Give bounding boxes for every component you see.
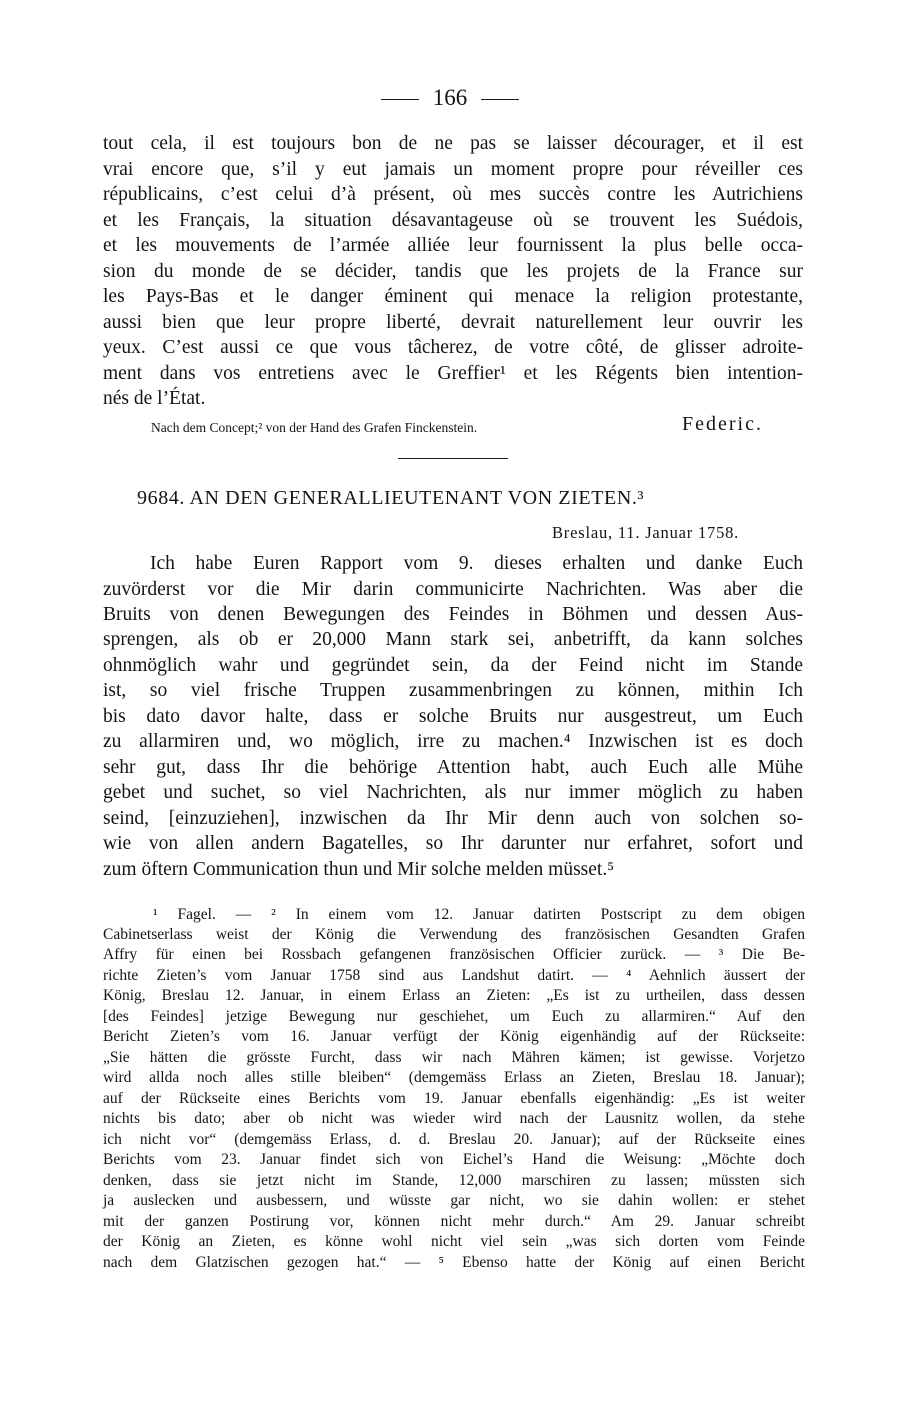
footnote-line: nach dem Glatzischen gezogen hat.“ — ⁵ Ebenso hatte der König auf einen Bericht — [103, 1254, 805, 1271]
letter-line: Ich habe Euren Rapport vom 9. dieses erhalten und danke Euch — [150, 553, 803, 574]
footnote-line: wird allda noch alles stille bleiben“ (demgemäss Erlass an Zieten, Breslau 18. Januar); — [103, 1069, 805, 1086]
body-line: les Pays-Bas et le danger éminent qui menace la religion protestante, — [103, 286, 803, 307]
body-line: nés de l’État. — [103, 388, 206, 409]
body-line: yeux. C’est aussi ce que vous tâcherez, de votre côté, de glisser adroite- — [103, 337, 803, 358]
source-note: Nach dem Concept;² von der Hand des Grafen Finckenstein. — [151, 420, 478, 435]
letter-line: Bruits von denen Bewegungen des Feindes in Böhmen und dessen Aus- — [103, 604, 803, 625]
letter-line: zum öftern Communication thun und Mir solche melden müsset.⁵ — [103, 859, 615, 880]
footnote-line: denken, dass sie jetzt nicht im Stande, 12,000 marschiren zu lassen; müssten sich — [103, 1172, 805, 1189]
dateline: Breslau, 11. Januar 1758. — [552, 523, 740, 542]
body-line: ment dans vos entretiens avec le Greffier¹ et les Régents bien intention- — [103, 363, 803, 384]
footnote-line: der König an Zieten, es könne wohl nicht viel sein „was sich dorten vom Feinde — [103, 1233, 805, 1250]
footnote-line: „Sie hätten die grösste Furcht, dass wir nach Mähren kämen; ist gewisse. Vorjetzo — [103, 1049, 805, 1066]
footnote-line: nichts bis dato; aber ob nicht was wieder wird nach der Lausnitz wollen, da stehe — [103, 1110, 805, 1127]
letter-line: zuvörderst vor die Mir darin communicirte Nachrichten. Was aber die — [103, 579, 803, 600]
footnote-line: Affry für einen bei Rossbach gefangenen französischen Officier zurück. — ³ Die Be- — [103, 946, 805, 963]
page-header — [0, 84, 900, 112]
footnote-line: Cabinetserlass weist der König die Verwendung des französischen Gesandten Grafen — [103, 926, 805, 943]
body-line: et les Français, la situation désavantageuse où se trouvent les Suédois, — [103, 210, 803, 231]
footnote-line: mit der ganzen Postirung vor, können nicht mehr durch.“ Am 29. Januar schreibt — [103, 1213, 805, 1230]
body-line: républicains, c’est celui d’à présent, où mes succès contre les Autrichiens — [103, 184, 803, 205]
footnote-line: ¹ Fagel. — ² In einem vom 12. Januar datirten Postscript zu dem obigen — [153, 906, 805, 923]
body-line: aussi bien que leur propre liberté, devrait naturellement leur ouvrir les — [103, 312, 803, 333]
footnote-line: richte Zieten’s vom Januar 1758 sind aus Landshut datirt. — ⁴ Aehnlich äussert der — [103, 967, 805, 984]
header-dash-left — [381, 99, 419, 100]
document-heading: 9684. AN DEN GENERALLIEUTENANT VON ZIETEN.³ — [137, 487, 645, 509]
body-line: sion du monde de se décider, tandis que les projets de la France sur — [103, 261, 803, 282]
letter-line: gebet und suchet, so viel Nachrichten, als nur immer möglich zu haben — [103, 782, 803, 803]
letter-line: ist, so viel frische Truppen zusammenbringen zu können, mithin Ich — [103, 680, 803, 701]
body-line: tout cela, il est toujours bon de ne pas se laisser décourager, et il est — [103, 133, 803, 154]
footnote-line: ja auslecken und ausbessern, und wüsste gar nicht, wo sie dahin wollen: er stehet — [103, 1192, 805, 1209]
body-line: vrai encore que, s’il y eut jamais un moment propre pour réveiller ces — [103, 159, 803, 180]
footnote-line: auf der Rückseite eines Berichts vom 19. Januar ebenfalls eigenhändig: „Es ist weiter — [103, 1090, 805, 1107]
footnote-line: Berichts vom 23. Januar findet sich von Eichel’s Hand die Weisung: „Möchte doch — [103, 1151, 805, 1168]
header-dash-right — [481, 99, 519, 100]
section-divider — [398, 458, 508, 459]
footnote-line: [des Feindes] jetzige Bewegung nur geschiehet, um Euch zu allarmiren.“ Auf den — [103, 1008, 805, 1025]
signature: Federic. — [682, 413, 763, 435]
letter-line: sprengen, als ob er 20,000 Mann stark sei, anbetrifft, da kann solches — [103, 629, 803, 650]
letter-line: zu allarmiren und, wo möglich, irre zu machen.⁴ Inzwischen ist es doch — [103, 731, 803, 752]
letter-line: sehr gut, dass Ihr die behörige Attention habt, auch Euch alle Mühe — [103, 757, 803, 778]
body-line: et les mouvements de l’armée alliée leur fournissent la plus belle occa- — [103, 235, 803, 256]
footnote-line: Bericht Zieten’s vom 16. Januar verfügt der König eigenhändig auf der Rückseite: — [103, 1028, 805, 1045]
footnote-line: ich nicht vor“ (demgemäss Erlass, d. d. Breslau 20. Januar); auf der Rückseite eines — [103, 1131, 805, 1148]
footnote-line: König, Breslau 12. Januar, in einem Erlass an Zieten: „Es ist zu urtheilen, dass dessen — [103, 987, 805, 1004]
page-number: 166 — [432, 85, 468, 110]
letter-line: ohnmöglich wahr und gegründet sein, da der Feind nicht im Stande — [103, 655, 803, 676]
letter-line: seind, [einzuziehen], inzwischen da Ihr Mir denn auch von solchen so- — [103, 808, 803, 829]
letter-line: bis dato davor halte, dass er solche Bruits nur ausgestreut, um Euch — [103, 706, 803, 727]
letter-line: wie von allen andern Bagatelles, so Ihr darunter nur erfahret, sofort und — [103, 833, 803, 854]
